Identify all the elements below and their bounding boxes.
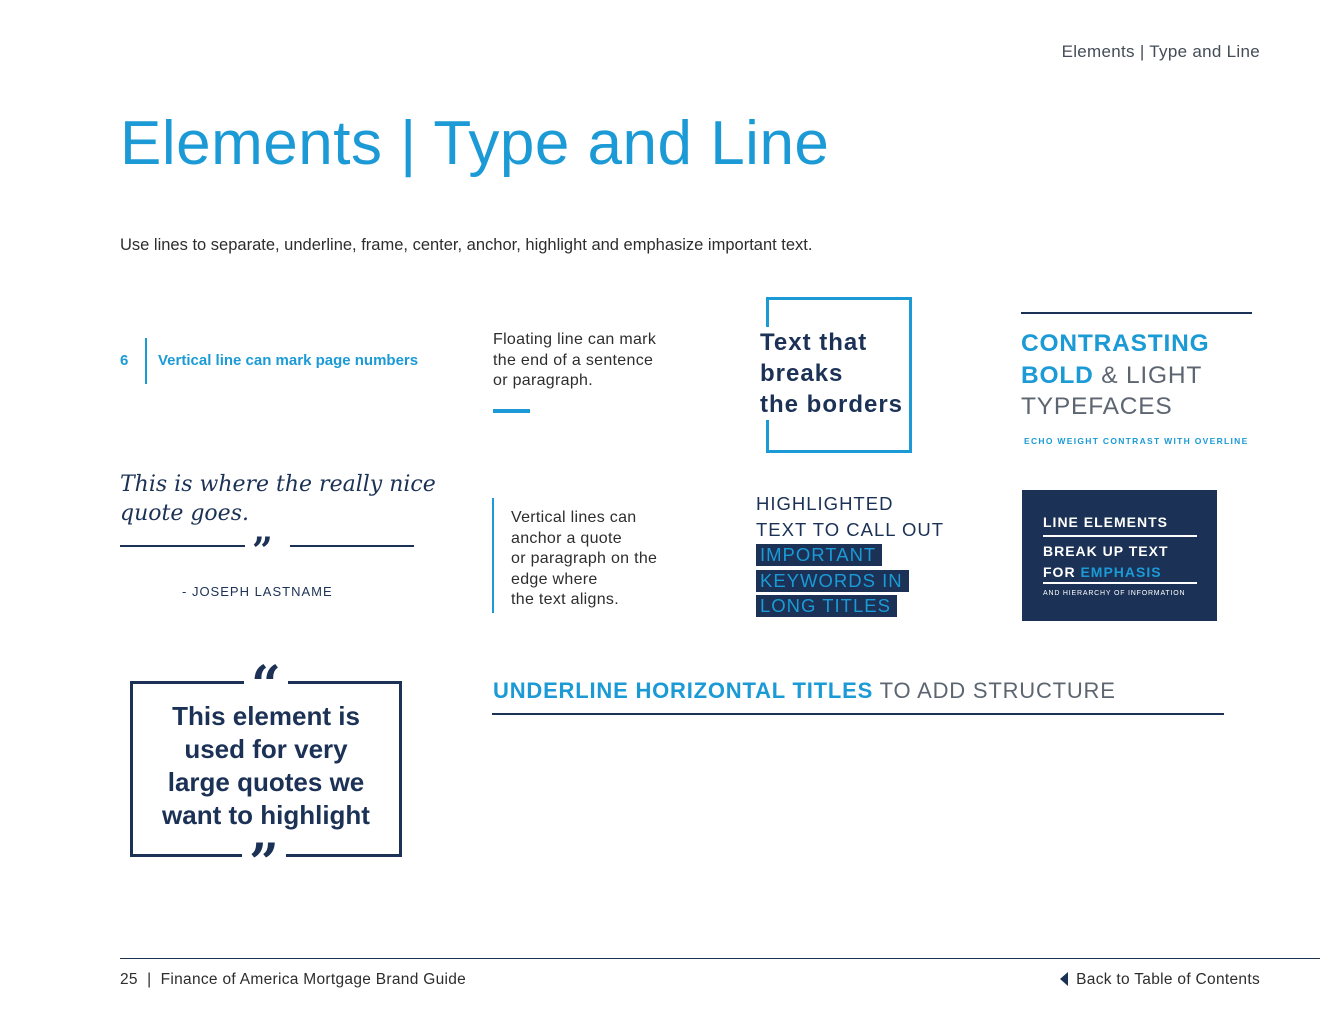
anchor-paragraph-line: Vertical lines can (511, 509, 637, 526)
footer-info (120, 971, 466, 989)
box-body (1043, 541, 1169, 583)
highlighted-plain-line: HIGHLIGHTED (756, 493, 894, 514)
footer-separator: | (147, 971, 152, 988)
box-rule (1043, 535, 1197, 537)
close-quote-icon: ” (252, 530, 273, 572)
back-to-toc-link[interactable] (1060, 971, 1260, 989)
anchor-paragraph-line: or paragraph on the (511, 550, 658, 567)
anchor-vertical-line (492, 498, 494, 613)
highlighted-text-example (756, 491, 944, 619)
section-label: Elements | Type and Line (1061, 42, 1260, 61)
floating-line-text-line: or paragraph. (493, 372, 593, 389)
contrast-light-word: & LIGHT (1093, 361, 1203, 389)
large-quote-text (133, 700, 399, 832)
highlighted-plain-line: TEXT TO CALL OUT (756, 518, 945, 540)
footer-divider (120, 958, 1320, 959)
border-break-line: the borders (760, 391, 904, 418)
line-elements-box (1022, 490, 1217, 621)
contrast-bold-word: CONTRASTING (1021, 330, 1210, 357)
contrast-light-word: TYPEFACES (1021, 393, 1173, 420)
floating-line (493, 409, 530, 413)
large-quote-line: want to highlight (162, 800, 370, 830)
anchor-paragraph-line: anchor a quote (511, 529, 622, 547)
anchor-paragraph-line: the text aligns. (511, 591, 619, 608)
close-quote-icon: ” (242, 838, 286, 874)
intro-text: Use lines to separate, underline, frame, center, anchor, highlight and emphasize important text. (120, 236, 813, 254)
box-body-line: BREAK UP TEXT (1043, 543, 1169, 559)
floating-line-text (493, 330, 693, 392)
contrast-typefaces-text (1021, 328, 1209, 423)
border-break-line: breaks (760, 360, 844, 387)
box-rule (1043, 582, 1197, 584)
large-quote-line: large quotes we (167, 767, 365, 797)
box-caption: AND HIERARCHY OF INFORMATION (1043, 590, 1186, 597)
border-break-line: Text that (760, 329, 868, 356)
border-break-text (756, 327, 907, 420)
anchor-paragraph-line: edge where (511, 570, 598, 588)
page-title: Elements | Type and Line (120, 109, 830, 178)
highlighted-keyword: IMPORTANT (756, 544, 882, 566)
floating-line-text-line: the end of a sentence (493, 351, 654, 369)
large-quote-line: This element is (172, 701, 360, 731)
underline-title-light: TO ADD STRUCTURE (873, 678, 1116, 703)
page-number-caption: Vertical line can mark page numbers (158, 352, 419, 369)
box-emphasis-word: EMPHASIS (1080, 564, 1162, 580)
footer-page-number: 25 (120, 971, 138, 988)
title-underline (492, 713, 1224, 715)
example-page-number: 6 (120, 352, 129, 369)
vertical-divider-line (145, 338, 147, 384)
triangle-left-icon (1060, 972, 1068, 986)
box-heading: LINE ELEMENTS (1043, 514, 1169, 530)
quote-rule-right (290, 545, 414, 547)
box-body-plain: FOR (1043, 564, 1081, 580)
floating-line-text-line: Floating line can mark (493, 331, 657, 348)
large-quote-line: used for very (184, 734, 348, 764)
quote-attribution: - JOSEPH LASTNAME (182, 584, 333, 599)
footer-doc-title: Finance of America Mortgage Brand Guide (160, 971, 467, 988)
underline-title-bold: UNDERLINE HORIZONTAL TITLES (493, 678, 874, 703)
open-quote-icon: “ (244, 655, 288, 695)
underline-title (493, 678, 1116, 704)
highlighted-keyword: KEYWORDS IN (756, 570, 909, 592)
anchor-paragraph (511, 508, 701, 611)
back-to-toc-label: Back to Table of Contents (1076, 971, 1260, 988)
contrast-caption: ECHO WEIGHT CONTRAST WITH OVERLINE (1024, 436, 1249, 446)
pull-quote-text: This is where the really nice quote goes. (120, 472, 436, 526)
overline (1021, 312, 1252, 314)
highlighted-keyword: LONG TITLES (756, 595, 897, 617)
quote-rule-left (120, 545, 245, 547)
contrast-bold-word: BOLD (1021, 361, 1094, 389)
